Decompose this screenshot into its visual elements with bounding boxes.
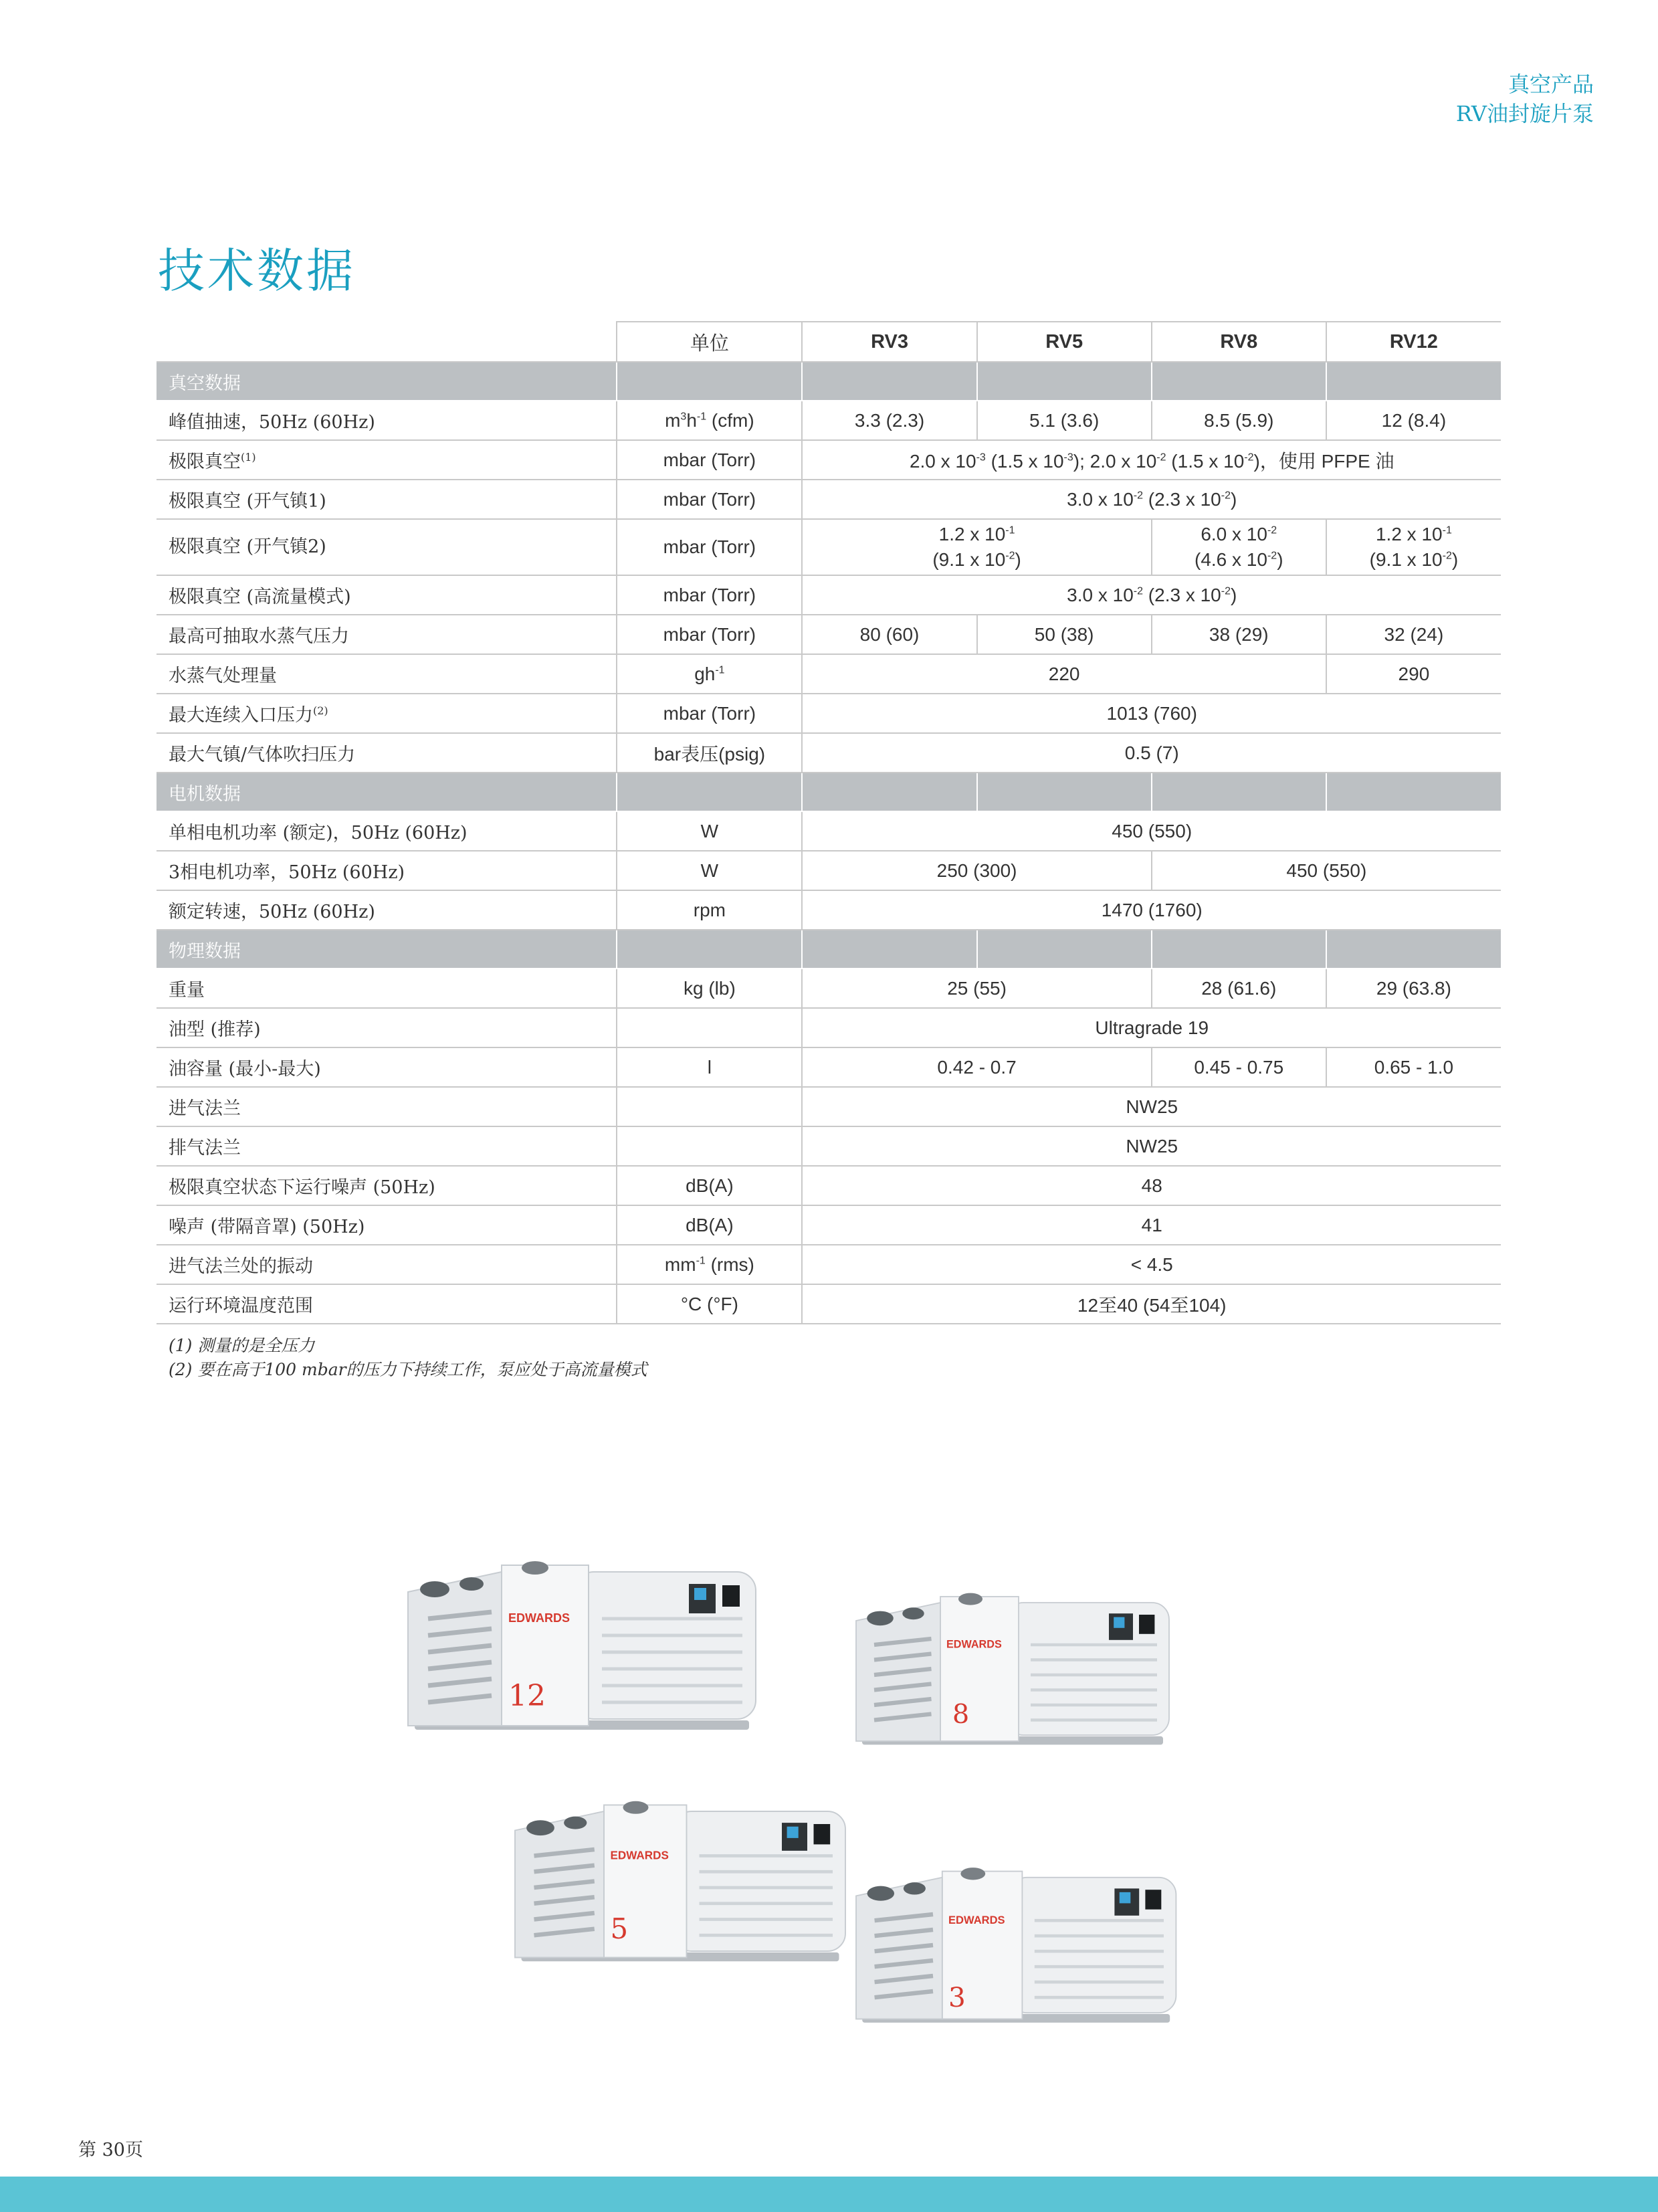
section-motor	[157, 773, 1501, 811]
table-row: 极限真空$^{(1)}$ mbar (Torr) 2.0 x $10^{-3}$ (1.5 x $10^{-3}$); 2.0 x $10^{-2}$ (1.5 x $10^{-2}$)，使用 PFPE 油	[157, 440, 1501, 480]
table-row: 油容量 (最小-最大) l 0.42 - 0.7 0.45 - 0.75 0.65 - 1.0	[157, 1047, 1501, 1087]
section-vacuum	[157, 362, 1501, 401]
pump-rv5	[515, 1801, 845, 1961]
section-title: 物理数据	[157, 930, 617, 969]
col-rv12: RV12	[1326, 322, 1501, 362]
table-row: 进气法兰 NW25	[157, 1087, 1501, 1126]
footnotes	[169, 1334, 647, 1382]
table-row: 噪声 (带隔音罩) (50Hz) dB(A) 41	[157, 1205, 1501, 1245]
table-row: 最高可抽取水蒸气压力 mbar (Torr) 80 (60) 50 (38) 38 (29) 32 (24)	[157, 615, 1501, 654]
table-row: 水蒸气处理量 $gh^{-1}$ 220 290	[157, 654, 1501, 694]
footer-bar	[0, 2177, 1658, 2212]
pump-rv12	[408, 1561, 756, 1730]
product-photo	[395, 1525, 1264, 2080]
footnote-2: (2) 要在高于100 mbar的压力下持续工作，泵应处于高流量模式	[169, 1360, 647, 1379]
table-row: 最大连续入口压力$^{(2)}$ mbar (Torr) 1013 (760)	[157, 694, 1501, 733]
table-row: 油型 (推荐) Ultragrade 19	[157, 1008, 1501, 1047]
header-category: 真空产品	[1508, 72, 1594, 97]
table-row: 运行环境温度范围 °C (°F) 12至40 (54至104)	[157, 1284, 1501, 1324]
page-header	[1456, 70, 1594, 128]
table-row: 额定转速，50Hz (60Hz) rpm 1470 (1760)	[157, 890, 1501, 930]
table-row: 排气法兰 NW25	[157, 1126, 1501, 1166]
brand-logo: EDWARDS	[610, 1849, 669, 1862]
table-row: 峰值抽速，50Hz (60Hz) $m^3h^{-1}$ (cfm) 3.3 (2.3) 5.1 (3.6) 8.5 (5.9) 12 (8.4)	[157, 401, 1501, 440]
brand-logo: EDWARDS	[948, 1913, 1005, 1926]
section-title: 真空数据	[157, 362, 617, 401]
page-number: 第 30页	[78, 2140, 143, 2160]
table-header-row	[157, 322, 1501, 362]
page-title: 技术数据	[158, 243, 356, 298]
model-label-12: 12	[508, 1679, 546, 1713]
table-row: 最大气镇/气体吹扫压力 bar表压(psig) 0.5 (7)	[157, 733, 1501, 773]
section-physical	[157, 930, 1501, 969]
col-rv8: RV8	[1152, 322, 1326, 362]
table-row: 极限真空 (开气镇1) mbar (Torr) 3.0 x $10^{-2}$ (2.3 x $10^{-2}$)	[157, 480, 1501, 519]
pump-rv3	[856, 1868, 1176, 2023]
table-row: 极限真空状态下运行噪声 (50Hz) dB(A) 48	[157, 1166, 1501, 1205]
table-row: 重量 kg (lb) 25 (55) 28 (61.6) 29 (63.8)	[157, 969, 1501, 1008]
value-cell: 2.0 x $10^{-3}$ (1.5 x $10^{-3}$); 2.0 x $10^{-2}$ (1.5 x $10^{-2}$)，使用 PFPE 油	[802, 440, 1501, 480]
header-product: RV油封旋片泵	[1455, 101, 1594, 126]
table-row: 极限真空 (开气镇2) mbar (Torr) 1.2 x $10^{-1}$ (9.1 x $10^{-2}$) 6.0 x $10^{-2}$ (4.6 x $10^{-2}$) 1.2 x $10^{-1}$ (9.1 x $10^{-2}$)	[157, 519, 1501, 575]
model-label-3: 3	[948, 1981, 966, 2013]
footnote-1: (1) 测量的是全压力	[169, 1336, 315, 1355]
table-row: 单相电机功率 (额定)，50Hz (60Hz) W 450 (550)	[157, 811, 1501, 851]
pump-rv8	[856, 1593, 1169, 1745]
section-title: 电机数据	[157, 773, 617, 811]
spec-table	[157, 321, 1501, 1324]
table-row: 3相电机功率，50Hz (60Hz) W 250 (300) 450 (550)	[157, 851, 1501, 890]
brand-logo: EDWARDS	[946, 1638, 1002, 1651]
table-row: 极限真空 (高流量模式) mbar (Torr) 3.0 x $10^{-2}$ (2.3 x $10^{-2}$)	[157, 575, 1501, 615]
model-label-8: 8	[952, 1699, 970, 1730]
model-label-5: 5	[610, 1912, 629, 1945]
table-row: 进气法兰处的振动 $mm^{-1}$ (rms) < 4.5	[157, 1245, 1501, 1284]
col-rv5: RV5	[977, 322, 1152, 362]
brand-logo: EDWARDS	[508, 1611, 571, 1625]
unit-cell: $m^3h^{-1}$ (cfm)	[617, 401, 802, 440]
col-rv3: RV3	[802, 322, 976, 362]
col-unit: 单位	[617, 322, 802, 362]
